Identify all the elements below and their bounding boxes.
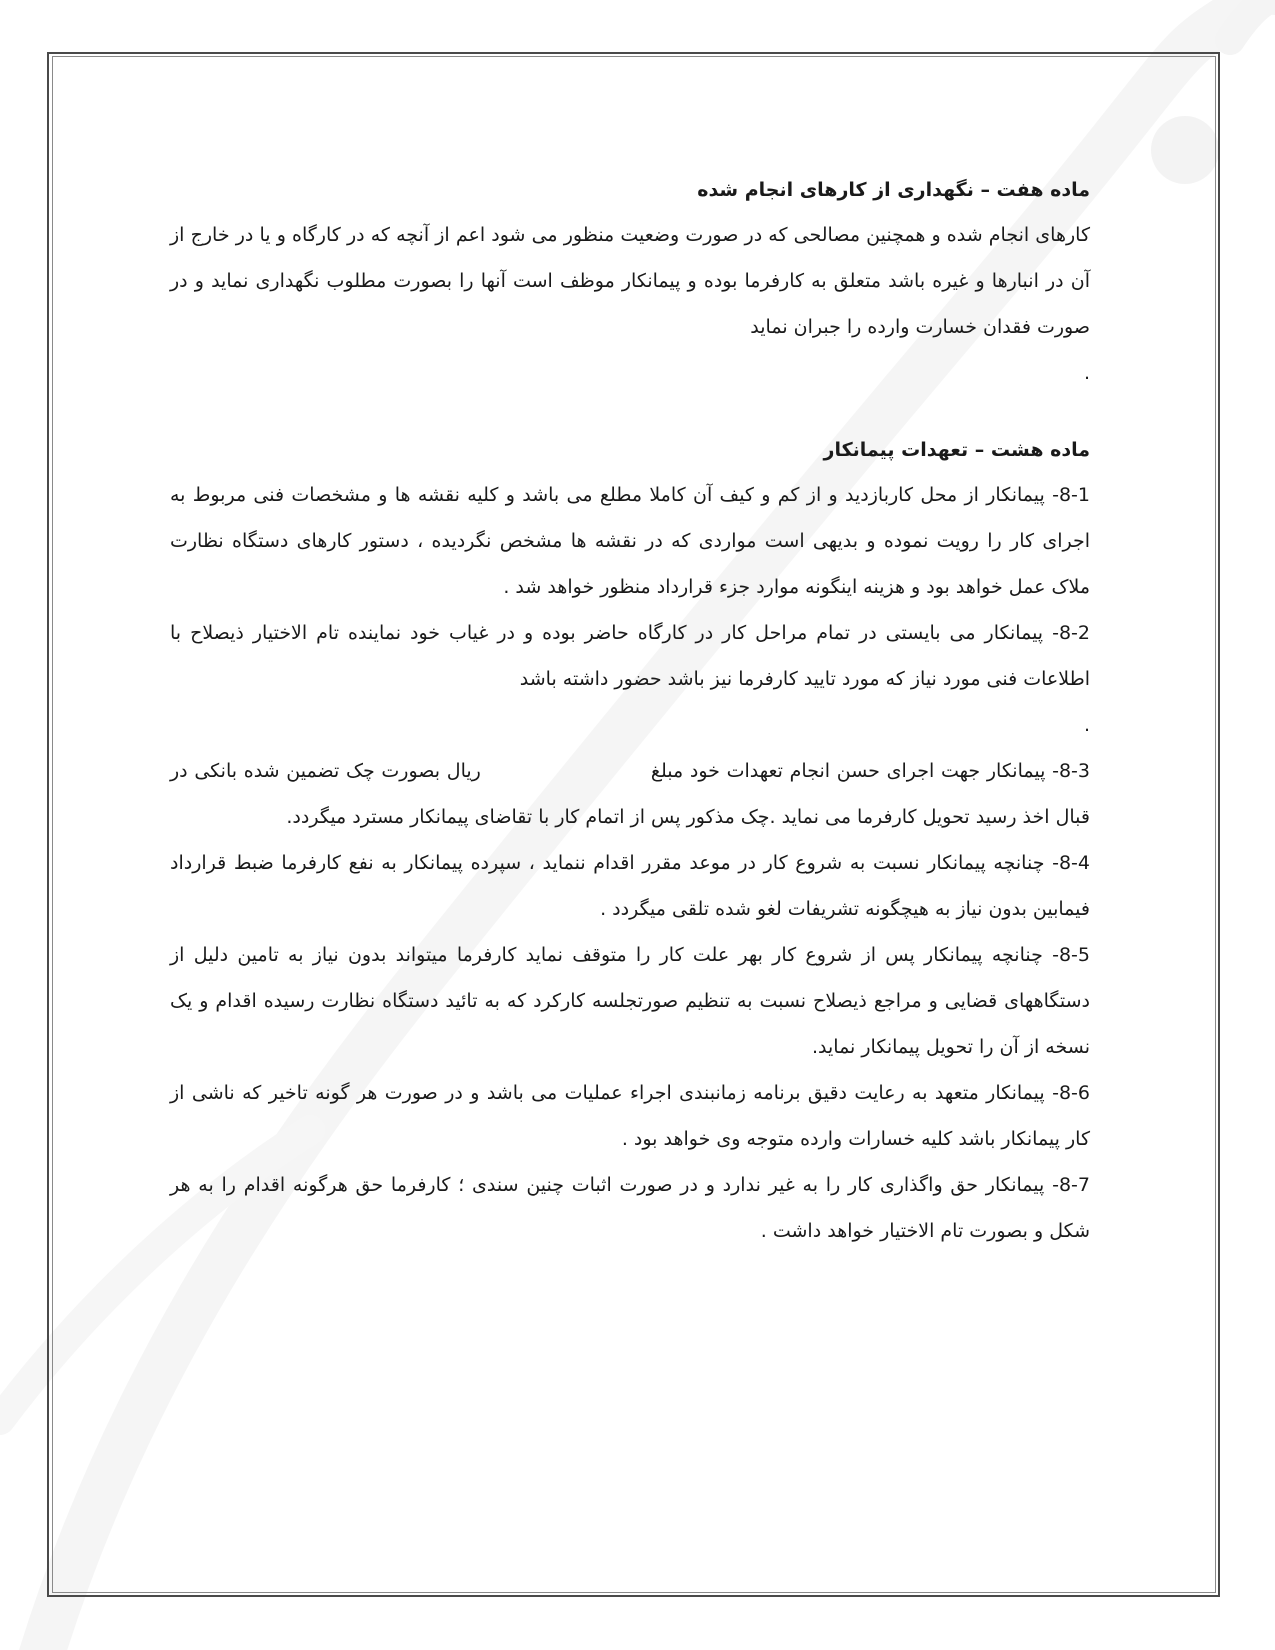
clause-8-3-part2: ریال بصورت چک تضمین شده بانکی در قبال اخذ رسید تحویل کارفرما می نماید .چک مذکور پس از اتمام کار با تقاضای پیمانکار مسترد میگردد. bbox=[170, 760, 1090, 828]
clause-8-5: 8-5- چنانچه پیمانکار پس از شروع کار بهر علت کار را متوقف نماید کارفرما میتواند بدون نیاز به تامین دلیل از دستگاههای قضایی و مراجع ذیصلاح نسبت به تنظیم صورتجلسه کارکرد که به تائید دستگاه نظارت رسیده اقدام و یک نسخه از آن را تحویل پیمانکار نماید. bbox=[170, 944, 1090, 1058]
section-7-trailing: . bbox=[1083, 362, 1090, 384]
section-gap bbox=[170, 396, 1090, 432]
section-8-heading: ماده هشت – تعهدات پیمانکار bbox=[823, 439, 1090, 461]
clause-8-1: 8-1- پیمانکار از محل کاربازدید و از کم و کیف آن کاملا مطلع می باشد و کلیه نقشه ها و مشخصات فنی مربوط به اجرای کار را رویت نموده و بدیهی است مواردی که در نقشه ها مشخص نگردیده ، دستور کارهای دستگاه نظارت ملاک عمل خواهد بود و هزینه اینگونه موارد جزء قرارداد منظور خواهد شد . bbox=[170, 484, 1090, 598]
section-7 bbox=[170, 172, 1090, 396]
clause-8-4: 8-4- چنانچه پیمانکار نسبت به شروع کار در موعد مقرر اقدام ننماید ، سپرده پیمانکار به نفع کارفرما ضبط قرارداد فیمابین بدون نیاز به هیچگونه تشریفات لغو شده تلقی میگردد . bbox=[170, 852, 1090, 920]
document-content bbox=[170, 172, 1090, 1254]
clause-8-3-part1: 8-3- پیمانکار جهت اجرای حسن انجام تعهدات خود مبلغ bbox=[650, 760, 1091, 782]
clause-8-6: 8-6- پیمانکار متعهد به رعایت دقیق برنامه زمانبندی اجراء عملیات می باشد و در صورت هر گونه تاخیر که ناشی از کار پیمانکار باشد کلیه خسارات وارده متوجه وی خواهد بود . bbox=[170, 1082, 1090, 1150]
clause-8-2-trailing: . bbox=[1083, 714, 1090, 736]
watermark-stroke-3 bbox=[1230, 0, 1275, 40]
clause-8-2: 8-2- پیمانکار می بایستی در تمام مراحل کار در کارگاه حاضر بوده و در غیاب خود نماینده تام الاختیار ذیصلاح با اطلاعات فنی مورد نیاز که مورد تایید کارفرما نیز باشد حضور داشته باشد bbox=[170, 622, 1090, 690]
section-8 bbox=[170, 432, 1090, 1254]
clause-8-3 bbox=[170, 748, 1090, 840]
section-7-body: کارهای انجام شده و همچنین مصالحی که در صورت وضعیت منظور می شود اعم از آنچه که در کارگاه و یا در خارج از آن در انبارها و غیره باشد متعلق به کارفرما بوده و پیمانکار موظف است آنها را بصورت مطلوب نگهداری نماید و در صورت فقدان خسارت وارده را جبران نماید bbox=[170, 224, 1090, 338]
clause-8-7: 8-7- پیمانکار حق واگذاری کار را به غیر ندارد و در صورت اثبات چنین سندی ؛ کارفرما حق هرگونه اقدام را به هر شکل و بصورت تام الاختیار خواهد داشت . bbox=[170, 1174, 1090, 1242]
section-7-heading: ماده هفت – نگهداری از کارهای انجام شده bbox=[697, 179, 1090, 201]
